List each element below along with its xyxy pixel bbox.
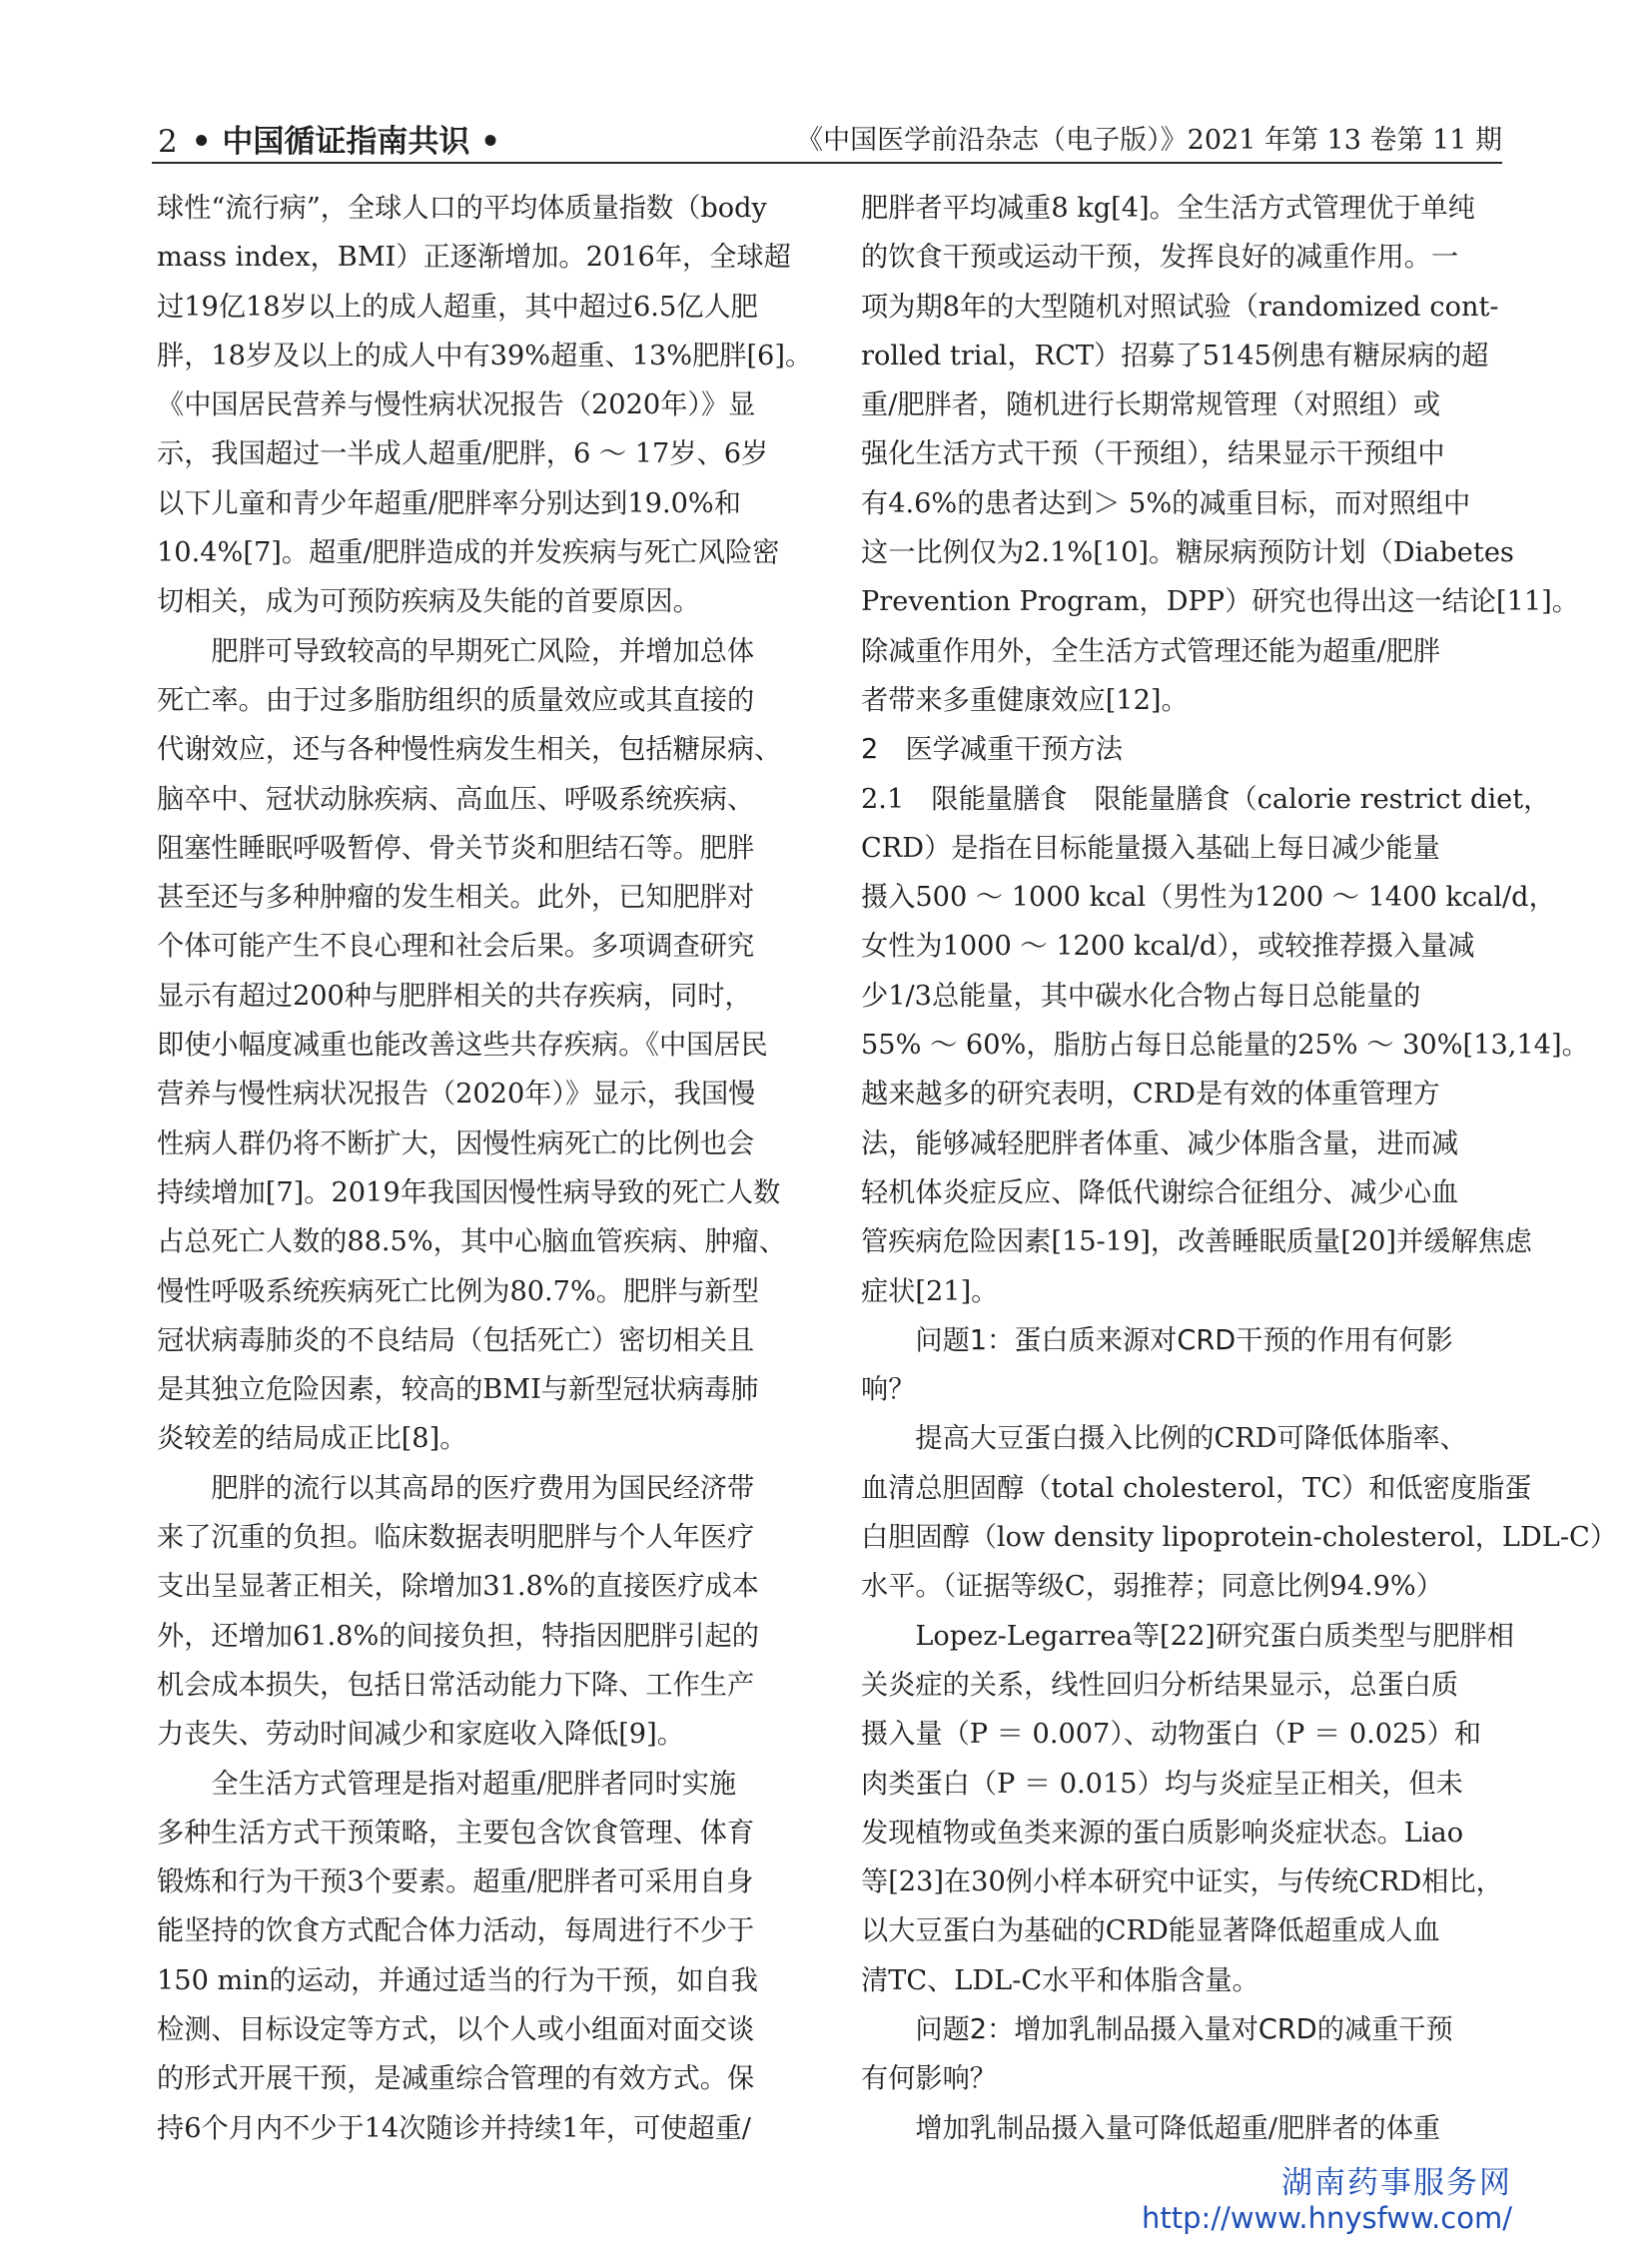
question-line: 问题2：增加乳制品摄入量对CRD的减重干预 (861, 2013, 1453, 2045)
text-line: 肥胖者平均减重8 kg[4]。全生活方式管理优于单纯 (861, 193, 1475, 224)
text-line: 营养与慢性病状况报告（2020年）》显示，我国慢 (157, 1079, 756, 1111)
text-line: 肉类蛋白（P ＝ 0.015）均与炎症呈正相关，但未 (861, 1768, 1463, 1800)
text-line: 是其独立危险因素，较高的BMI与新型冠状病毒肺 (157, 1374, 759, 1406)
text-line: 越来越多的研究表明，CRD是有效的体重管理方 (861, 1079, 1440, 1111)
recommendation-line: 血清总胆固醇（total cholesterol，TC）和低密度脂蛋 (861, 1472, 1532, 1504)
text-line: 这一比例仅为2.1%[10]。糖尿病预防计划（Diabetes (861, 537, 1514, 569)
text-line: 检测、目标设定等方式，以个人或小组面对面交谈 (157, 2013, 755, 2045)
text-line: 球性“流行病”，全球人口的平均体质量指数（body (157, 193, 767, 224)
text-line: 等[23]在30例小样本研究中证实，与传统CRD相比， (861, 1867, 1503, 1898)
text-line: 症状[21]。 (861, 1275, 999, 1307)
text-line: 慢性呼吸系统疾病死亡比例为80.7%。肥胖与新型 (157, 1275, 759, 1307)
text-line: 个体可能产生不良心理和社会后果。多项调查研究 (157, 931, 755, 963)
text-line: 发现植物或鱼类来源的蛋白质影响炎症状态。Liao (861, 1817, 1464, 1849)
text-line: 炎较差的结局成正比[8]。 (157, 1423, 467, 1455)
text-line: 示，我国超过一半成人超重/肥胖，6 ～ 17岁、6岁 (157, 438, 769, 470)
text-line: 切相关，成为可预防疾病及失能的首要原因。 (157, 586, 700, 618)
text-line: Lopez-Legarrea等[22]研究蛋白质类型与肥胖相 (861, 1620, 1514, 1652)
text-line: 来了沉重的负担。临床数据表明肥胖与个人年医疗 (157, 1522, 755, 1554)
section-heading: 2 医学减重干预方法 (861, 734, 1123, 766)
text-line: 10.4%[7]。超重/肥胖造成的并发疾病与死亡风险密 (157, 537, 780, 569)
text-line: 胖，18岁及以上的成人中有39%超重、13%肥胖[6]。 (157, 340, 813, 372)
text-line: 能坚持的饮食方式配合体力活动，每周进行不少于 (157, 1915, 755, 1947)
text-line: 的饮食干预或运动干预，发挥良好的减重作用。一 (861, 242, 1459, 274)
text-line: 外，还增加61.8%的间接负担，特指因肥胖引起的 (157, 1620, 759, 1652)
text-line: 显示有超过200种与肥胖相关的共存疾病，同时， (157, 980, 752, 1012)
text-line: 死亡率。由于过多脂肪组织的质量效应或其直接的 (157, 684, 755, 716)
recommendation-line: 白胆固醇（low density lipoprotein-cholesterol，LDL-C） (861, 1522, 1618, 1554)
text-line: 有4.6%的患者达到＞ 5%的减重目标，而对照组中 (861, 487, 1471, 519)
text-line: 以大豆蛋白为基础的CRD能显著降低超重成人血 (861, 1915, 1440, 1947)
watermark-site-name: 湖南药事服务网 (1281, 2165, 1512, 2201)
text-line: 以下儿童和青少年超重/肥胖率分别达到19.0%和 (157, 487, 741, 519)
text-line: 冠状病毒肺炎的不良结局（包括死亡）密切相关且 (157, 1324, 755, 1356)
text-line: 即使小幅度减重也能改善这些共存疾病。《中国居民 (157, 1030, 768, 1062)
text-line: 摄入量（P ＝ 0.007）、动物蛋白（P ＝ 0.025）和 (861, 1719, 1482, 1751)
running-header (152, 112, 1502, 164)
text-line: 甚至还与多种肿瘤的发生相关。此外，已知肥胖对 (157, 882, 755, 914)
left-column (157, 184, 813, 2153)
text-line: 150 min的运动，并通过适当的行为干预，如自我 (157, 1964, 758, 1996)
text-line: 过19亿18岁以上的成人超重，其中超过6.5亿人肥 (157, 291, 758, 323)
text-line: 的形式开展干预，是减重综合管理的有效方式。保 (157, 2063, 755, 2095)
text-line: rolled trial，RCT）招募了5145例患有糖尿病的超 (861, 340, 1489, 372)
text-line: 55% ～ 60%，脂肪占每日总能量的25% ～ 30%[13,14]。 (861, 1030, 1589, 1062)
text-line: 管疾病危险因素[15-19]，改善睡眠质量[20]并缓解焦虑 (861, 1226, 1532, 1258)
text-line: 法，能够减轻肥胖者体重、减少体脂含量，进而减 (861, 1127, 1459, 1159)
text-line: 力丧失、劳动时间减少和家庭收入降低[9]。 (157, 1719, 684, 1751)
text-line: 轻机体炎症反应、降低代谢综合征组分、减少心血 (861, 1176, 1459, 1208)
text-line: 《中国居民营养与慢性病状况报告（2020年）》显 (157, 389, 756, 421)
question-line: 有何影响？ (861, 2063, 997, 2095)
text-line: 除减重作用外，全生活方式管理还能为超重/肥胖 (861, 635, 1441, 667)
question-line: 问题1：蛋白质来源对CRD干预的作用有何影 (861, 1324, 1453, 1356)
text-line: 清TC、LDL-C水平和体脂含量。 (861, 1964, 1259, 1996)
text-line: 女性为1000 ～ 1200 kcal/d），或较推荐摄入量减 (861, 931, 1475, 963)
text-line: 肥胖可导致较高的早期死亡风险，并增加总体 (157, 635, 755, 667)
text-line: 摄入500 ～ 1000 kcal（男性为1200 ～ 1400 kcal/d， (861, 882, 1556, 914)
recommendation-line: 提高大豆蛋白摄入比例的CRD可降低体脂率、 (861, 1423, 1467, 1455)
text-line: mass index，BMI）正逐渐增加。2016年，全球超 (157, 242, 791, 274)
text-line: 持6个月内不少于14次随诊并持续1年，可使超重/ (157, 2112, 751, 2144)
text-line: 重/肥胖者，随机进行长期常规管理（对照组）或 (861, 389, 1441, 421)
page-number: 2 (158, 124, 178, 160)
text-line: Prevention Program，DPP）研究也得出这一结论[11]。 (861, 586, 1579, 618)
text-line: 项为期8年的大型随机对照试验（randomized cont- (861, 291, 1499, 323)
series-title: • 中国循证指南共识 • (191, 124, 500, 160)
text-line: 脑卒中、冠状动脉疾病、高血压、呼吸系统疾病、 (157, 783, 755, 815)
recommendation-line: 水平。（证据等级C，弱推荐；同意比例94.9%） (861, 1571, 1443, 1603)
text-line: 者带来多重健康效应[12]。 (861, 684, 1189, 716)
watermark (1142, 2165, 1512, 2235)
text-line: 占总死亡人数的88.5%，其中心脑血管疾病、肿瘤、 (157, 1226, 787, 1258)
text-line: 持续增加[7]。2019年我国因慢性病导致的死亡人数 (157, 1176, 781, 1208)
header-left (158, 116, 500, 161)
text-line: 代谢效应，还与各种慢性病发生相关，包括糖尿病、 (157, 734, 782, 766)
text-line: 全生活方式管理是指对超重/肥胖者同时实施 (157, 1768, 737, 1800)
watermark-url: http://www.hnysfww.com/ (1142, 2201, 1512, 2235)
text-line: 关炎症的关系，线性回归分析结果显示，总蛋白质 (861, 1669, 1459, 1701)
text-line: 性病人群仍将不断扩大，因慢性病死亡的比例也会 (157, 1127, 755, 1159)
text-line: 支出呈显著正相关，除增加31.8%的直接医疗成本 (157, 1571, 759, 1603)
subsection-heading-line: 2.1 限能量膳食 限能量膳食（calorie restrict diet， (861, 783, 1551, 815)
journal-citation: 《中国医学前沿杂志（电子版）》2021 年第 13 卷第 11 期 (796, 125, 1502, 156)
text-line: 阻塞性睡眠呼吸暂停、骨关节炎和胆结石等。肥胖 (157, 832, 755, 864)
text-line: 少1/3总能量，其中碳水化合物占每日总能量的 (861, 980, 1421, 1012)
question-line: 响？ (861, 1374, 916, 1406)
right-column (861, 184, 1618, 2153)
text-line: 强化生活方式干预（干预组），结果显示干预组中 (861, 438, 1445, 470)
text-line: 肥胖的流行以其高昂的医疗费用为国民经济带 (157, 1472, 755, 1504)
text-line: 锻炼和行为干预3个要素。超重/肥胖者可采用自身 (157, 1867, 754, 1898)
recommendation-line: 增加乳制品摄入量可降低超重/肥胖者的体重 (861, 2112, 1441, 2144)
text-line: CRD）是指在目标能量摄入基础上每日减少能量 (861, 832, 1440, 864)
text-line: 机会成本损失，包括日常活动能力下降、工作生产 (157, 1669, 755, 1701)
text-line: 多种生活方式干预策略，主要包含饮食管理、体育 (157, 1817, 755, 1849)
